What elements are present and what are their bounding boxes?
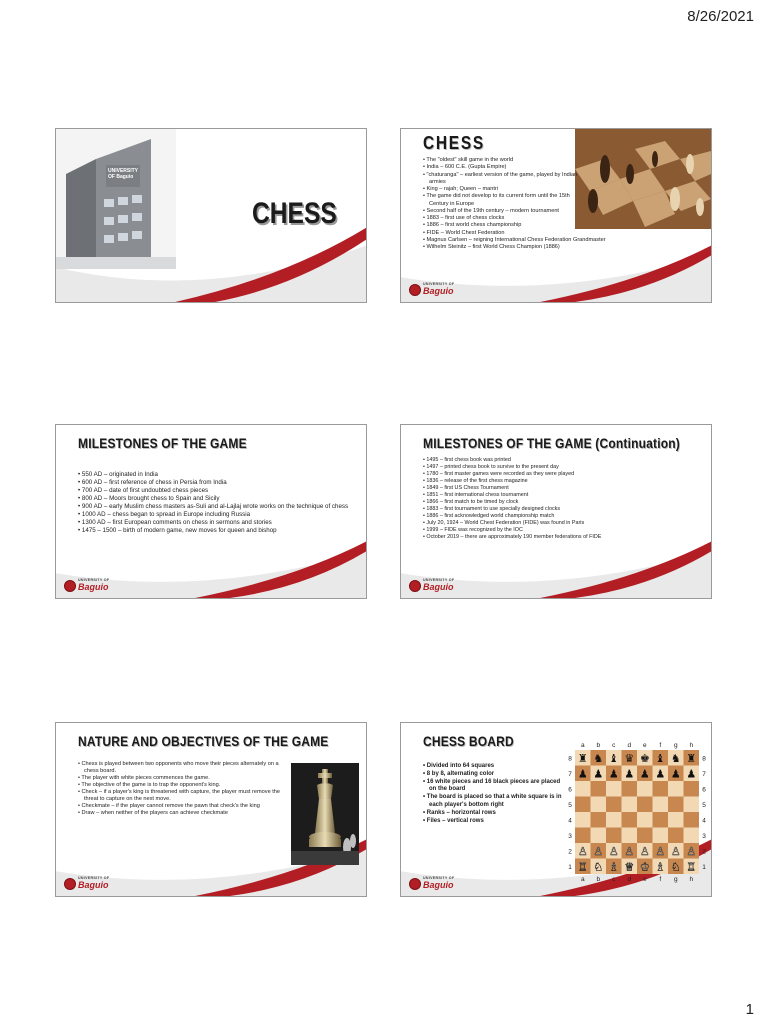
slide-title: CHESS xyxy=(252,197,337,230)
bullet-item: • Magnus Carlsen – reigning International Chess Federation Grandmaster xyxy=(423,237,703,244)
bullet-list xyxy=(78,761,283,817)
chess-piece-b1: ♘ xyxy=(593,860,604,874)
bullet-list xyxy=(78,471,358,535)
chess-piece-c2: ♙ xyxy=(608,845,619,859)
file-label-top: f xyxy=(659,742,662,749)
file-label-top: h xyxy=(689,742,694,749)
bullet-item: • Wilhelm Steinitz – first World Chess Champion (1886) xyxy=(423,244,703,251)
chess-piece-h2: ♙ xyxy=(686,845,697,859)
bullet-item: • 1886 – first world chess championship xyxy=(423,222,703,229)
rank-label-right: 6 xyxy=(702,786,706,794)
slide-title: MILESTONES OF THE GAME (Continuation) xyxy=(423,435,680,451)
chess-piece-e2: ♙ xyxy=(639,845,650,859)
board-square-c3 xyxy=(606,828,622,844)
board-square-b5 xyxy=(591,797,607,813)
board-square-g3 xyxy=(668,828,684,844)
bullet-item: • 1999 – FIDE was recognized by the IOC xyxy=(423,527,707,534)
bullet-item: • 1000 AD – chess began to spread in Europe including Russia xyxy=(78,511,358,519)
chess-piece-b2: ♙ xyxy=(593,845,604,859)
board-square-d5 xyxy=(622,797,638,813)
board-square-b4 xyxy=(591,812,607,828)
chess-piece-f2: ♙ xyxy=(655,845,666,859)
rank-label-right: 8 xyxy=(702,755,706,763)
board-square-c6 xyxy=(606,781,622,797)
chess-king-photo xyxy=(291,763,359,865)
bullet-item: • FIDE – World Chest Federation xyxy=(423,230,703,237)
board-square-h4 xyxy=(684,812,700,828)
bullet-item: • 1883 – first use of chess clocks xyxy=(423,215,703,222)
chess-piece-d7: ♟ xyxy=(624,767,635,781)
university-seal-icon xyxy=(64,878,76,890)
bullet-item: • India – 600 C.E. (Gupta Empire) xyxy=(423,164,703,171)
bullet-item: • The board is placed so that a white square is in each player's bottom right xyxy=(423,794,563,810)
bullet-item: • The game did not develop to its current form until the 15th Century in Europe xyxy=(423,193,579,208)
bullet-item: • 550 AD – originated in India xyxy=(78,471,358,479)
bullet-item: • 1836 – release of the first chess magazine xyxy=(423,478,707,485)
bullet-item: • The "oldest" skill game in the world xyxy=(423,157,703,164)
bullet-item: • Divided into 64 squares xyxy=(423,763,563,771)
file-label-bottom: h xyxy=(689,876,694,883)
board-square-d4 xyxy=(622,812,638,828)
chess-piece-c1: ♗ xyxy=(608,860,619,874)
bullet-item: • 1866 – first match to be timed by clock xyxy=(423,499,707,506)
board-square-f3 xyxy=(653,828,669,844)
bullet-item: • 1886 – first acknowledged world championship match xyxy=(423,513,707,520)
bullet-item: • 1780 – first master games were recorded as they were played xyxy=(423,471,707,478)
rank-label-right: 4 xyxy=(702,817,706,825)
board-square-d6 xyxy=(622,781,638,797)
slide-4[interactable] xyxy=(400,424,712,599)
chess-piece-d2: ♙ xyxy=(624,845,635,859)
bullet-item: • Check – if a player's king is threatened with capture, the player must remove the threat to capture on the next move. xyxy=(78,789,283,803)
board-square-g5 xyxy=(668,797,684,813)
chess-piece-h1: ♖ xyxy=(686,860,697,874)
file-label-bottom: e xyxy=(642,876,647,883)
bullet-item: • Second half of the 19th century – modern tournament xyxy=(423,208,703,215)
file-label-bottom: d xyxy=(627,876,632,883)
chess-piece-e8: ♚ xyxy=(639,752,650,766)
rank-label-left: 6 xyxy=(568,786,572,794)
bullet-list xyxy=(423,157,703,251)
rank-label-right: 1 xyxy=(702,864,706,872)
bullet-item: • 1497 – printed chess book to survive to the present day xyxy=(423,464,707,471)
slide-title: CHESS BOARD xyxy=(423,733,514,749)
file-label-top: g xyxy=(673,742,678,749)
bullet-item: • 1475 – 1500 – birth of modern game, new moves for queen and bishop xyxy=(78,527,358,535)
chess-piece-b8: ♞ xyxy=(593,752,604,766)
board-square-g4 xyxy=(668,812,684,828)
file-label-bottom: g xyxy=(673,876,678,883)
board-square-f4 xyxy=(653,812,669,828)
rank-label-left: 5 xyxy=(568,802,572,810)
bullet-item: • The player with white pieces commences the game. xyxy=(78,775,283,782)
file-label-bottom: c xyxy=(612,876,616,883)
bullet-item: • 1495 – first chess book was printed xyxy=(423,457,707,464)
bullet-item: • Files – vertical rows xyxy=(423,818,563,826)
board-square-e6 xyxy=(637,781,653,797)
page-date: 8/26/2021 xyxy=(687,8,754,25)
board-square-a6 xyxy=(575,781,591,797)
bullet-item: • Ranks – horizontal rows xyxy=(423,810,563,818)
bullet-item: • 8 by 8, alternating color xyxy=(423,771,563,779)
university-logo: UNIVERSITY OF Baguio xyxy=(409,579,454,592)
bullet-item: • October 2019 – there are approximately 190 member federations of FIDE xyxy=(423,534,707,541)
bullet-item: • 1851 – first international chess tournament xyxy=(423,492,707,499)
chess-piece-d8: ♛ xyxy=(624,752,635,766)
file-label-top: a xyxy=(580,742,585,749)
board-square-d3 xyxy=(622,828,638,844)
chess-piece-c7: ♟ xyxy=(608,767,619,781)
university-logo: UNIVERSITY OF Baguio xyxy=(409,283,454,296)
bullet-item: • Checkmate – if the player cannot remove the pawn that check's the king xyxy=(78,803,283,810)
file-label-top: d xyxy=(627,742,632,749)
chess-piece-a8: ♜ xyxy=(577,752,588,766)
board-square-e4 xyxy=(637,812,653,828)
university-seal-icon xyxy=(64,580,76,592)
board-square-a4 xyxy=(575,812,591,828)
chess-piece-e7: ♟ xyxy=(639,767,650,781)
university-building-photo xyxy=(56,129,176,269)
chess-piece-c8: ♝ xyxy=(608,752,619,766)
chess-piece-h7: ♟ xyxy=(686,767,697,781)
university-seal-icon xyxy=(409,284,421,296)
chess-piece-f8: ♝ xyxy=(655,752,666,766)
chess-board xyxy=(565,740,711,890)
slide-1[interactable] xyxy=(55,128,367,303)
rank-label-left: 3 xyxy=(568,833,572,841)
rank-label-right: 2 xyxy=(702,848,706,856)
bullet-item: • 700 AD – date of first undoubted chess pieces xyxy=(78,487,358,495)
bullet-item: • King – rajah; Queen – mantri xyxy=(423,186,703,193)
university-seal-icon xyxy=(409,580,421,592)
board-square-h6 xyxy=(684,781,700,797)
bullet-item: • 600 AD – first reference of chess in Persia from India xyxy=(78,479,358,487)
rank-label-right: 5 xyxy=(702,802,706,810)
chess-piece-e1: ♔ xyxy=(639,860,650,874)
bullet-item: • 800 AD – Moors brought chess to Spain and Sicily xyxy=(78,495,358,503)
bullet-item: • 1883 – first tournament to use specially designed clocks xyxy=(423,506,707,513)
chess-piece-a1: ♖ xyxy=(577,860,588,874)
bullet-item: • 16 white pieces and 16 black pieces are placed on the board xyxy=(423,779,563,795)
slide-3[interactable] xyxy=(55,424,367,599)
board-square-f5 xyxy=(653,797,669,813)
file-label-top: e xyxy=(642,742,647,749)
university-logo: UNIVERSITY OF Baguio xyxy=(64,579,109,592)
board-square-a3 xyxy=(575,828,591,844)
rank-label-left: 4 xyxy=(568,817,572,825)
rank-label-right: 7 xyxy=(702,771,706,779)
slide-6[interactable] xyxy=(400,722,712,897)
bullet-item: • 1300 AD – first European comments on chess in sermons and stories xyxy=(78,519,358,527)
bullet-list xyxy=(423,457,707,541)
board-square-h5 xyxy=(684,797,700,813)
bullet-list xyxy=(423,763,563,825)
chess-piece-a2: ♙ xyxy=(577,845,588,859)
bullet-item: • The objective of the game is to trap the opponent's king. xyxy=(78,782,283,789)
chess-piece-f7: ♟ xyxy=(655,767,666,781)
bullet-item: • "chaturanga" – earliest version of the game, played by Indian armies xyxy=(423,172,579,187)
slide-title: MILESTONES OF THE GAME xyxy=(78,435,247,451)
board-square-h3 xyxy=(684,828,700,844)
board-square-e3 xyxy=(637,828,653,844)
board-square-c4 xyxy=(606,812,622,828)
rank-label-left: 1 xyxy=(568,864,572,872)
chess-piece-d1: ♕ xyxy=(624,860,635,874)
slide-2[interactable] xyxy=(400,128,712,303)
page-number: 1 xyxy=(745,1001,754,1018)
university-logo: UNIVERSITY OF Baguio xyxy=(409,877,454,890)
rank-label-left: 7 xyxy=(568,771,572,779)
file-label-bottom: f xyxy=(659,876,662,883)
bullet-item: • 1849 – first US Chess Tournament xyxy=(423,485,707,492)
rank-label-left: 8 xyxy=(568,755,572,763)
board-square-b6 xyxy=(591,781,607,797)
chess-piece-g1: ♘ xyxy=(670,860,681,874)
board-square-e5 xyxy=(637,797,653,813)
chess-piece-g7: ♟ xyxy=(670,767,681,781)
chess-piece-h8: ♜ xyxy=(686,752,697,766)
board-square-f6 xyxy=(653,781,669,797)
board-square-g6 xyxy=(668,781,684,797)
university-seal-icon xyxy=(409,878,421,890)
file-label-top: b xyxy=(596,742,601,749)
chess-piece-f1: ♗ xyxy=(655,860,666,874)
rank-label-right: 3 xyxy=(702,833,706,841)
rank-label-left: 2 xyxy=(568,848,572,856)
slide-5[interactable] xyxy=(55,722,367,897)
building-sign: UNIVERSITY OF Baguio xyxy=(108,168,138,180)
bullet-item: • Draw – when neither of the players can achieve checkmate xyxy=(78,810,283,817)
slide-title: NATURE AND OBJECTIVES OF THE GAME xyxy=(78,733,329,749)
bullet-item: • Chess is played between two opponents who move their pieces alternately on a chess board. xyxy=(78,761,283,775)
file-label-bottom: b xyxy=(596,876,601,883)
file-label-bottom: a xyxy=(580,876,585,883)
chess-piece-a7: ♟ xyxy=(577,767,588,781)
chess-piece-g8: ♞ xyxy=(670,752,681,766)
board-square-b3 xyxy=(591,828,607,844)
chess-piece-b7: ♟ xyxy=(593,767,604,781)
bullet-item: • July 20, 1924 – World Chest Federation (FIDE) was found in Paris xyxy=(423,520,707,527)
board-square-a5 xyxy=(575,797,591,813)
chess-piece-g2: ♙ xyxy=(670,845,681,859)
bullet-item: • 900 AD – early Muslim chess masters as-Suli and al-Lajlaj wrote works on the technique of chess xyxy=(78,503,358,511)
university-logo: UNIVERSITY OF Baguio xyxy=(64,877,109,890)
file-label-top: c xyxy=(612,742,616,749)
board-square-c5 xyxy=(606,797,622,813)
slide-title: CHESS xyxy=(423,133,485,153)
